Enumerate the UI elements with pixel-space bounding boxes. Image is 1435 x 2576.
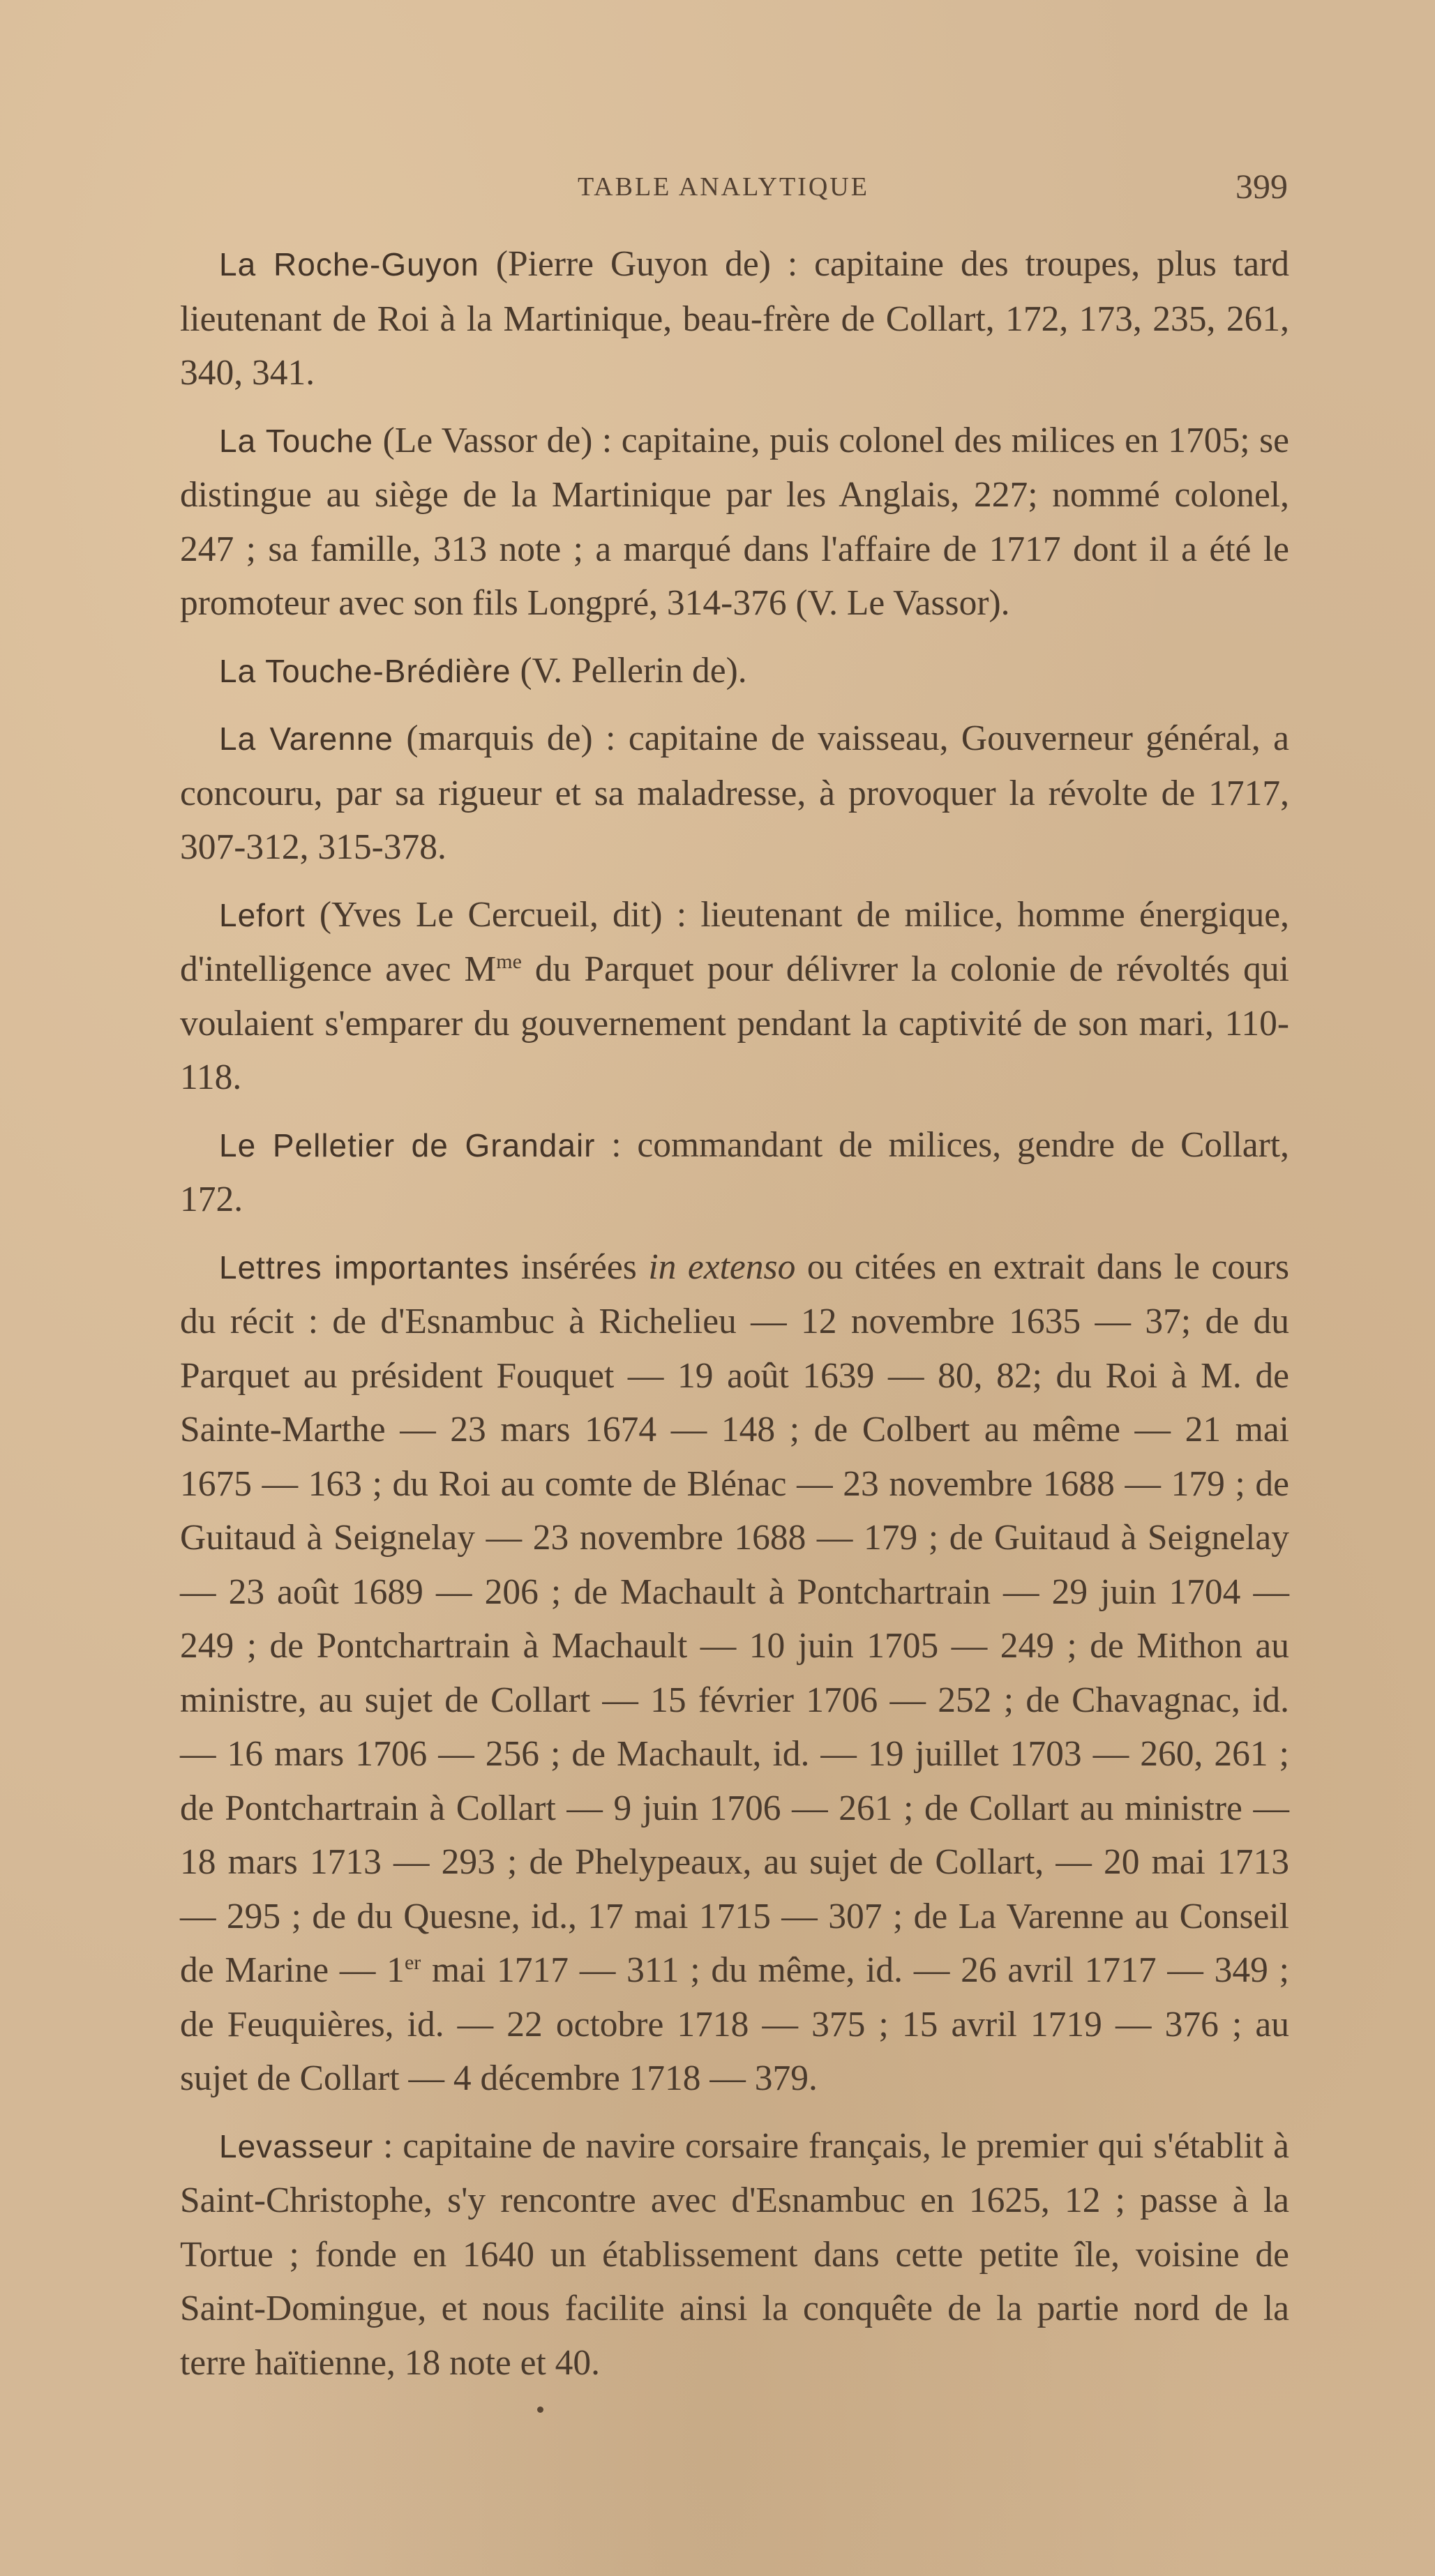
running-header	[0, 166, 1435, 215]
page-number: 399	[1235, 167, 1288, 206]
entry-text-continued: ou citées en extrait dans le cours du récit : de d'Esnambuc à Richelieu — 12 novembre 1635 — 37; de du Parquet au président Fouquet — 19 août 1639 — 80, 82; du Roi à M. de Sainte-Marthe — 23 mars 1674 — 148 ; de Colbert au même — 21 mai 1675 — 163 ; du Roi au comte de Blénac — 23 novembre 1688 — 179 ; de Guitaud à Seignelay — 23 novembre 1688 — 179 ; de Guitaud à Seignelay — 23 août 1689 — 206 ; de Machault à Pontchartrain — 29 juin 1704 — 249 ; de Pontchartrain à Machault — 10 juin 1705 — 249 ; de Mithon au ministre, au sujet de Collart — 15 février 1706 — 252 ; de Chavagnac, id. — 16 mars 1706 — 256 ; de Machault, id. — 19 juillet 1703 — 260, 261 ; de Pontchartrain à Collart — 9 juin 1706 — 261 ; de Collart au ministre — 18 mars 1713 — 293 ; de Phelypeaux, au sujet de Collart, — 20 mai 1713 — 295 ; de du Quesne, id., 17 mai 1715 — 307 ; de La Varenne au Conseil de Marine — 1	[180, 1246, 1289, 1990]
entry-text: (V. Pellerin de).	[511, 650, 747, 691]
entry-text: (Le Vassor de) : capitaine, puis colonel des milices en 1705; se distingue au siège de la Martinique par les Anglais, 227; nommé colonel, 247 ; sa famille, 313 note ; a marqué dans l'affaire de 1717 dont il a été le promoteur avec son fils Longpré, 314-376 (V. Le Vassor).	[180, 420, 1289, 623]
superscript: me	[496, 950, 522, 973]
entry-heading: Le Pelletier de Grandair	[219, 1127, 596, 1163]
index-entry-la-varenne	[180, 711, 1289, 875]
entry-text: (marquis de) : capitaine de vaisseau, Gouverneur général, a concouru, par sa rigueur et sa maladresse, à provoquer la révolte de 1717, 307-312, 315-378.	[180, 718, 1289, 867]
entry-heading: Lettres importantes	[219, 1249, 510, 1286]
entry-text: (Pierre Guyon de) : capitaine des troupes, plus tard lieutenant de Roi à la Martinique, beau-frère de Collart, 172, 173, 235, 261, 340, 341.	[180, 244, 1289, 393]
index-entry-la-touche	[180, 414, 1289, 631]
entry-text: (Yves Le Cercueil, dit) : lieutenant de milice, homme énergique, d'intelligence avec M	[180, 894, 1289, 989]
index-entry-le-pelletier-de-grandair	[180, 1118, 1289, 1227]
entry-heading: La Touche-Brédière	[219, 652, 511, 689]
index-entry-lettres-importantes	[180, 1240, 1289, 2106]
entry-heading: La Roche-Guyon	[219, 246, 479, 283]
index-entry-lefort	[180, 888, 1289, 1105]
entry-text: : capitaine de navire corsaire français, le premier qui s'établit à Saint-Christophe, s'y rencontre avec d'Esnambuc en 1625, 12 ; passe à la Tortue ; fonde en 1640 un établissement dans cette petite île, voisine de Saint-Domingue, et nous facilite ainsi la conquête de la partie nord de la terre haïtienne, 18 note et 40.	[180, 2125, 1289, 2383]
superscript: er	[404, 1951, 421, 1974]
entry-text: : commandant de milices, gendre de Collart, 172.	[180, 1124, 1289, 1219]
entry-heading: Levasseur	[219, 2127, 374, 2164]
entry-heading: La Varenne	[219, 721, 393, 757]
index-body	[180, 237, 1289, 2403]
entry-text-end: mai 1717 — 311 ; du même, id. — 26 avril 1717 — 349 ; de Feuquières, id. — 22 octobre 1718 — 375 ; 15 avril 1719 — 376 ; au sujet de Collart — 4 décembre 1718 — 379.	[180, 1950, 1289, 2098]
entry-heading: Lefort	[219, 896, 306, 933]
entry-heading: La Touche	[219, 422, 374, 459]
running-title: TABLE ANALYTIQUE	[578, 172, 869, 202]
entry-text: insérées	[509, 1246, 649, 1287]
ink-speck	[537, 2406, 543, 2413]
entry-text-continued: du Parquet pour délivrer la colonie de révoltés qui voulaient s'emparer du gouvernement pendant la captivité de son mari, 110-118.	[180, 949, 1289, 1097]
italic-phrase: in extenso	[648, 1246, 796, 1287]
index-entry-la-roche-guyon	[180, 237, 1289, 400]
index-entry-la-touche-brediere	[180, 644, 1289, 699]
index-entry-levasseur	[180, 2119, 1289, 2390]
